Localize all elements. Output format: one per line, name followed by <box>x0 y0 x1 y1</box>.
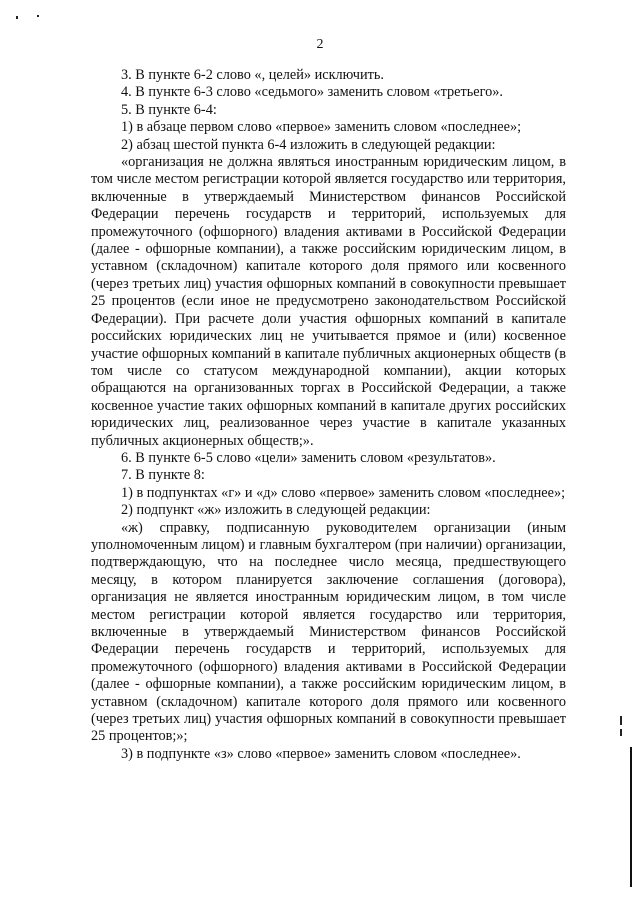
margin-edge-line <box>630 747 632 887</box>
paragraph-item-7: 7. В пункте 8: <box>121 467 205 484</box>
paragraph-subitem-7-2: 2) подпункт «ж» изложить в следующей редакции: <box>121 502 431 519</box>
paragraph-subitem-7-3: 3) в подпункте «з» слово «первое» заменить словом «последнее». <box>121 745 521 762</box>
paragraph-subitem-5-1: 1) в абзаце первом слово «первое» заменить словом «последнее»; <box>121 119 522 136</box>
paragraph-quoted-text-1: «организация не должна являться иностранным юридическим лицом, в том числе местом регистрации которой является государство или территория, включенные в утверждаемый Министерством финансов Российской Федерации перечень государств и территорий, используемых для промежуточного (офшорного) владения активами в Российской Федерации (далее - офшорные компании), а также российским юридическим лицом, в уставном (складочном) капитале которого доля прямого или косвенного (через третьих лиц) участия офшорных компаний в совокупности превышает 25 процентов (если иное не предусмотрено законодательством Российской Федерации). При расчете доли участия офшорных компаний в капитале российских юридических лиц не учитывается прямое и (или) косвенное участие офшорных компаний в капитале публичных акционерных обществ (в том числе со статусом международной компании), акции которых обращаются на организованных торгах в Российской Федерации, а также косвенное участие таких офшорных компаний в капитале других российских юридических лиц, реализованное через участие в капитале указанных публичных акционерных обществ;». <box>91 154 566 449</box>
paragraph-item-5: 5. В пункте 6-4: <box>121 101 217 118</box>
scan-speck-left-2 <box>37 15 39 17</box>
paragraph-subitem-5-2: 2) абзац шестой пункта 6-4 изложить в следующей редакции: <box>121 136 496 153</box>
page-number: 2 <box>316 37 324 52</box>
paragraph-subitem-7-1: 1) в подпунктах «г» и «д» слово «первое» заменить словом «последнее»; <box>121 484 566 501</box>
paragraph-item-3: 3. В пункте 6-2 слово «, целей» исключить. <box>121 67 384 83</box>
paragraph-item-6: 6. В пункте 6-5 слово «цели» заменить словом «результатов». <box>121 449 496 466</box>
scan-mark-right-2 <box>620 729 622 736</box>
paragraph-item-4: 4. В пункте 6-3 слово «седьмого» заменить словом «третьего». <box>121 84 503 101</box>
paragraph-quoted-text-2: «ж) справку, подписанную руководителем организации (иным уполномоченным лицом) и главным бухгалтером (при наличии) организации, подтверждающую, что на последнее число месяца, предшествующего месяцу, в котором планируется заключение соглашения (договора), организация не является иностранным юридическим лицом, в том числе местом регистрации которой является государство или территория, включенные в утверждаемый Министерством финансов Российской Федерации перечень государств и территорий, используемых для промежуточного (офшорного) владения активами в Российской Федерации (далее - офшорные компании), а также российским юридическим лицом, в уставном (складочном) капитале которого доля прямого или косвенного (через третьих лиц) участия офшорных компаний в совокупности превышает 25 процентов;»; <box>91 519 566 745</box>
scan-speck-left <box>16 16 18 19</box>
document-body <box>91 67 566 763</box>
scan-mark-right <box>620 716 622 725</box>
